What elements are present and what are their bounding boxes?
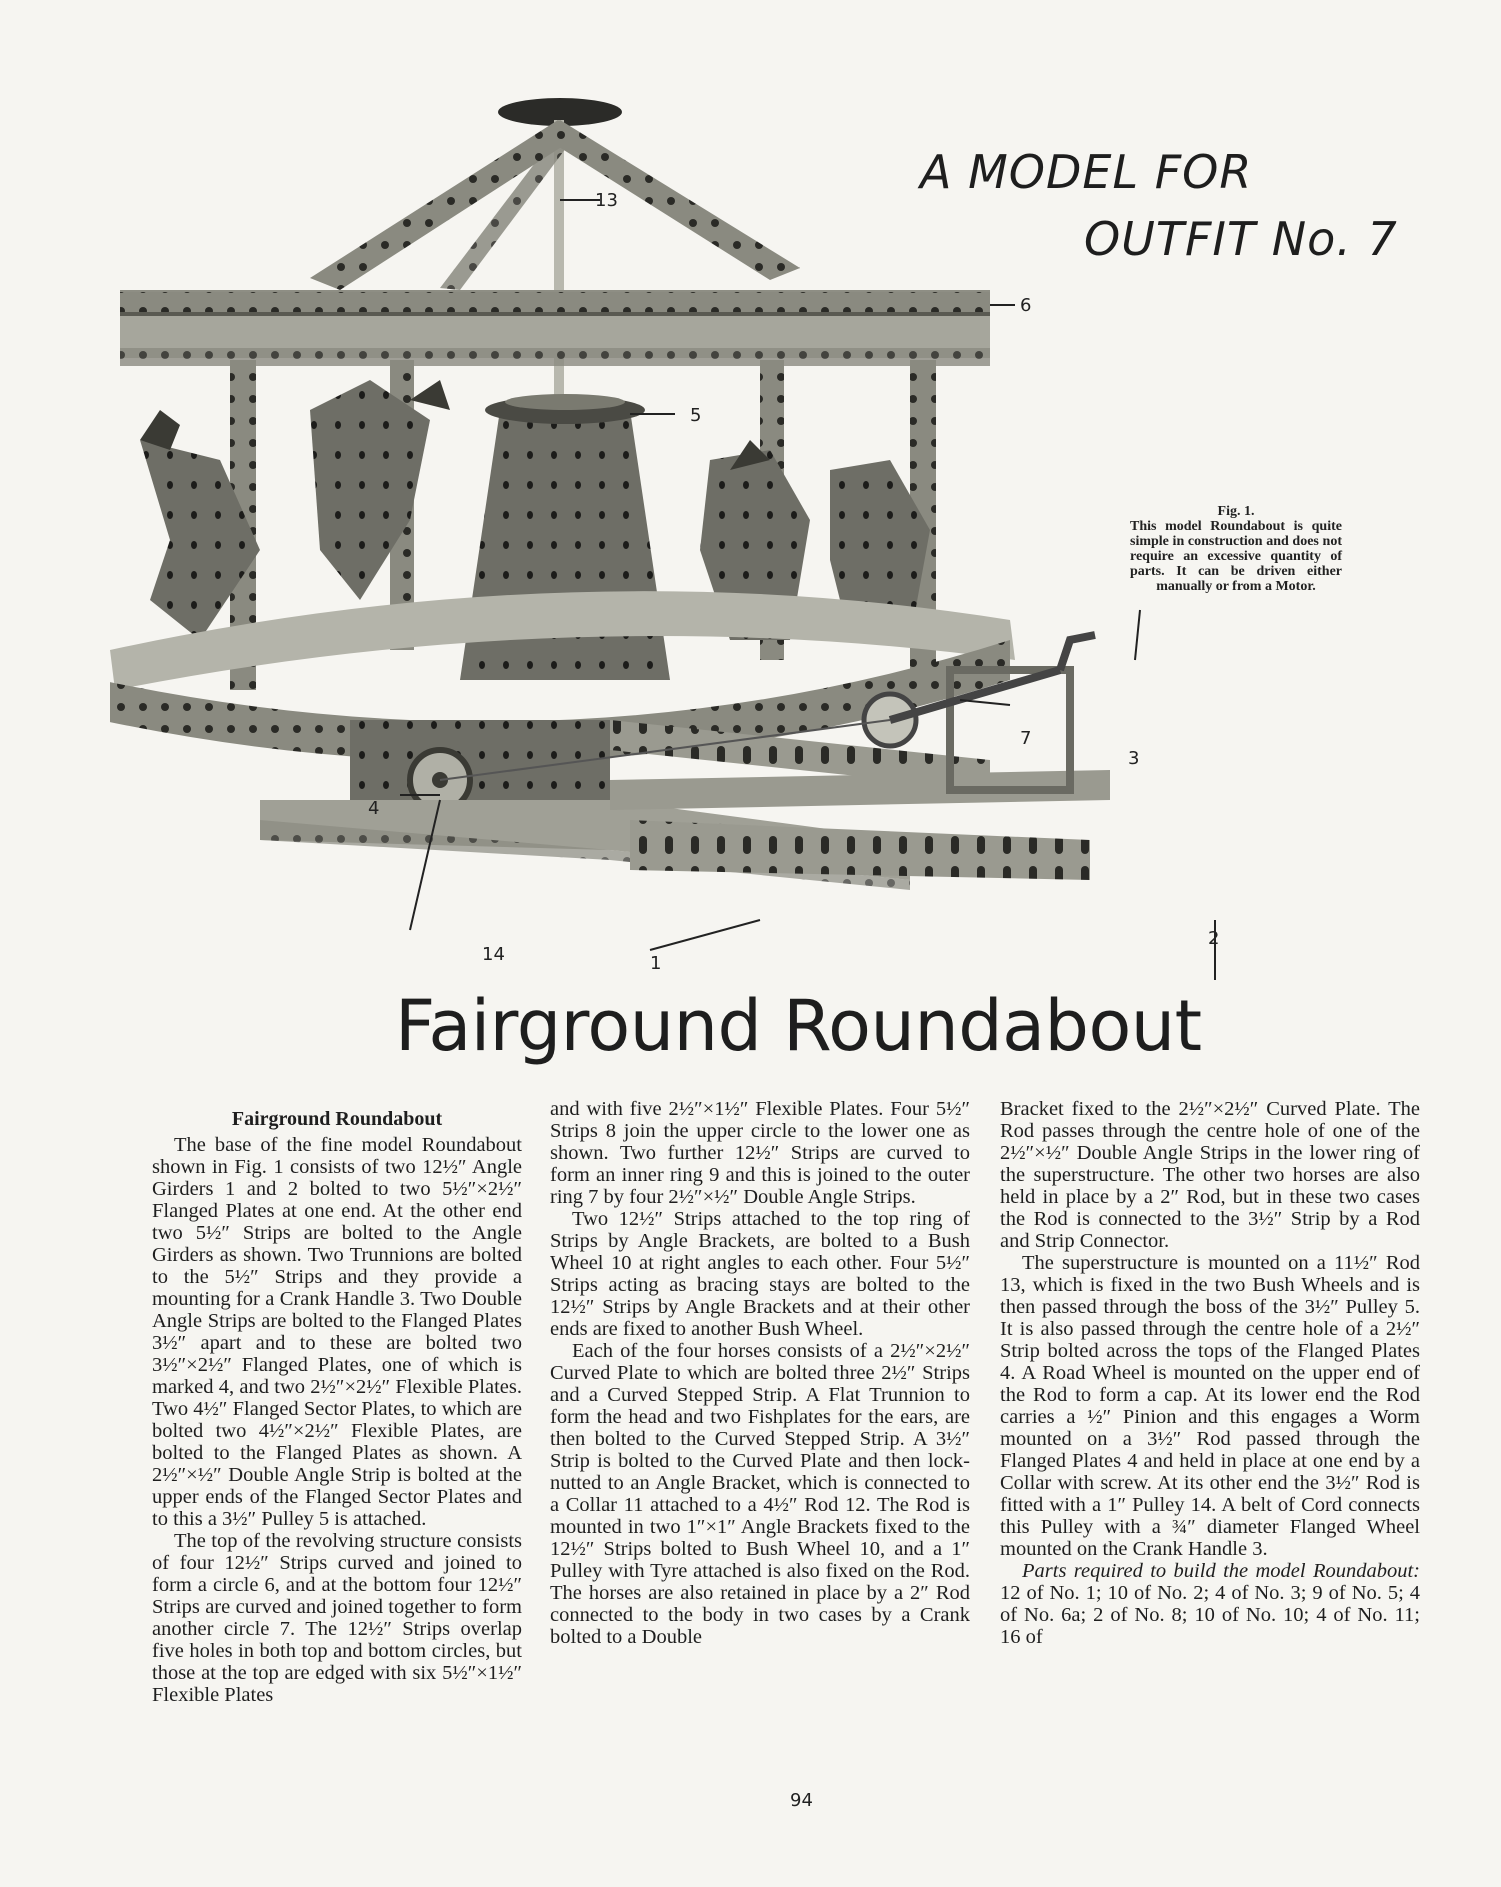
callout-2: 2: [1208, 928, 1220, 949]
paragraph-base: The base of the fine model Roundabout shown in Fig. 1 consists of two 12½″ Angle Girders 1 and 2 bolted to two 5½″×2½″ Flanged Plates at one end. At the other end two 5½″ Strips are bolted to the Angle Girders as shown. Two Trunnions are bolted to the 5½″ Strips and they provide a mounting for a Crank Handle 3. Two Double Angle Strips are bolted to the Flanged Plates 3½″ apart and to these are bolted two 3½″×2½″ Flanged Plates, one of which is marked 4, and two 2½″×2½″ Flexible Plates. Two 4½″ Flanged Sector Plates, to which are bolted two 4½″×2½″ Flexible Plates, are bolted to the Flanged Plates as shown. A 2½″×½″ Double Angle Strip is bolted at the upper ends of the Flanged Sector Plates and to this a 3½″ Pulley 5 is attached.: [152, 1134, 522, 1530]
parts-label: Parts required to build the model Roundabout:: [1022, 1560, 1420, 1582]
paragraph-top-structure: The top of the revolving structure consists of four 12½″ Strips curved and joined to form a circle 6, and at the bottom four 12½″ Strips are curved and joined together to form another circle 7. The 12½″ Strips overlap five holes in both top and bottom circles, but those at the top are edged with six 5½″×1½″ Flexible Plates: [152, 1530, 522, 1706]
callout-7: 7: [1020, 728, 1032, 749]
paragraph-continuation: and with five 2½″×1½″ Flexible Plates. Four 5½″ Strips 8 join the upper circle to the lower one as shown. Two further 12½″ Strips are curved to form an inner ring 9 and this is joined to the outer ring 7 by four 2½″×½″ Double Angle Strips.: [550, 1098, 970, 1208]
article-column-2: [550, 1098, 970, 1758]
page-number: 94: [790, 1790, 813, 1811]
paragraph-superstructure: The superstructure is mounted on a 11½″ Rod 13, which is fixed in the two Bush Wheels and is then passed through the boss of the 3½″ Pulley 5. It is also passed through the centre hole of a 2½″ Strip bolted across the tops of the Flanged Plates 4. A Road Wheel is mounted on the upper end of the Rod to form a cap. At its lower end the Rod carries a ½″ Pinion and this engages a Worm mounted on a 3½″ Rod passed through the Flanged Plates 4 and held in place at one end by a Collar with screw. At its other end the 3½″ Rod is fitted with a 1″ Pulley 14. A belt of Cord connects this Pulley with a ¾″ diameter Flanged Wheel mounted on the Crank Handle 3.: [1000, 1252, 1420, 1560]
callout-14: 14: [482, 944, 505, 965]
figure-caption-text: This model Roundabout is quite simple in construction and does not require an excessive quantity of parts. It can be driven either manually or from a Motor.: [1130, 519, 1342, 594]
paragraph-bush-wheel: Two 12½″ Strips attached to the top ring of Strips by Angle Brackets, are bolted to a Bush Wheel 10 at right angles to each other. Four 5½″ Strips acting as bracing stays are bolted to the 12½″ Strips by Angle Brackets and at their other ends are fixed to another Bush Wheel.: [550, 1208, 970, 1340]
angle-girder-1: [630, 820, 1090, 880]
paragraph-horses: Each of the four horses consists of a 2½″×2½″ Curved Plate to which are bolted three 2½″ Strips and a Curved Stepped Strip. A Flat Trunnion to form the head and two Fishplates for the ears, are then bolted to the Curved Stepped Strip. A 3½″ Strip is bolted to the Curved Plate and then lock-nutted to an Angle Bracket, which is connected to a Collar 11 attached to a 4½″ Rod 12. The Rod is mounted in two 1″×1″ Angle Brackets fixed to the 12½″ Strips bolted to Bush Wheel 10, and a 1″ Pulley with Tyre attached is also fixed on the Rod. The horses are also retained in place by a 2″ Rod connected to the body in two cases by a Crank bolted to a Double: [550, 1340, 970, 1648]
callout-5: 5: [690, 405, 702, 426]
bracing-strip-left: [310, 120, 580, 290]
paragraph-parts: [1000, 1560, 1420, 1648]
article-column-3: [1000, 1098, 1420, 1758]
heading-line-2: OUTFIT No. 7: [1084, 212, 1398, 266]
callout-1: 1: [650, 953, 662, 974]
figure-caption: [1130, 504, 1342, 594]
figure-label: Fig. 1.: [1217, 504, 1255, 519]
parts-list: 12 of No. 1; 10 of No. 2; 4 of No. 3; 9 of No. 5; 4 of No. 6a; 2 of No. 8; 10 of No. 10; 4 of No. 11; 16 of: [1000, 1582, 1420, 1648]
page-title: Fairground Roundabout: [395, 985, 1202, 1067]
article-column-1: [152, 1090, 522, 1750]
callout-4: 4: [368, 798, 380, 819]
callout-6: 6: [1020, 295, 1032, 316]
top-ring-strip: [120, 292, 990, 312]
heading-line-1: A MODEL FOR: [920, 145, 1253, 199]
paragraph-bracket: Bracket fixed to the 2½″×2½″ Curved Plate. The Rod passes through the centre hole of one of the 2½″×½″ Double Angle Strips in the lower ring of the superstructure. The other two horses are also held in place by a 2″ Rod, but in these two cases the Rod is connected to the 3½″ Strip by a Rod and Strip Connector.: [1000, 1098, 1420, 1252]
article-subheading: Fairground Roundabout: [231, 1108, 443, 1130]
callout-3: 3: [1128, 748, 1140, 769]
horse-left-inner: [310, 380, 450, 600]
callout-13: 13: [595, 190, 618, 211]
